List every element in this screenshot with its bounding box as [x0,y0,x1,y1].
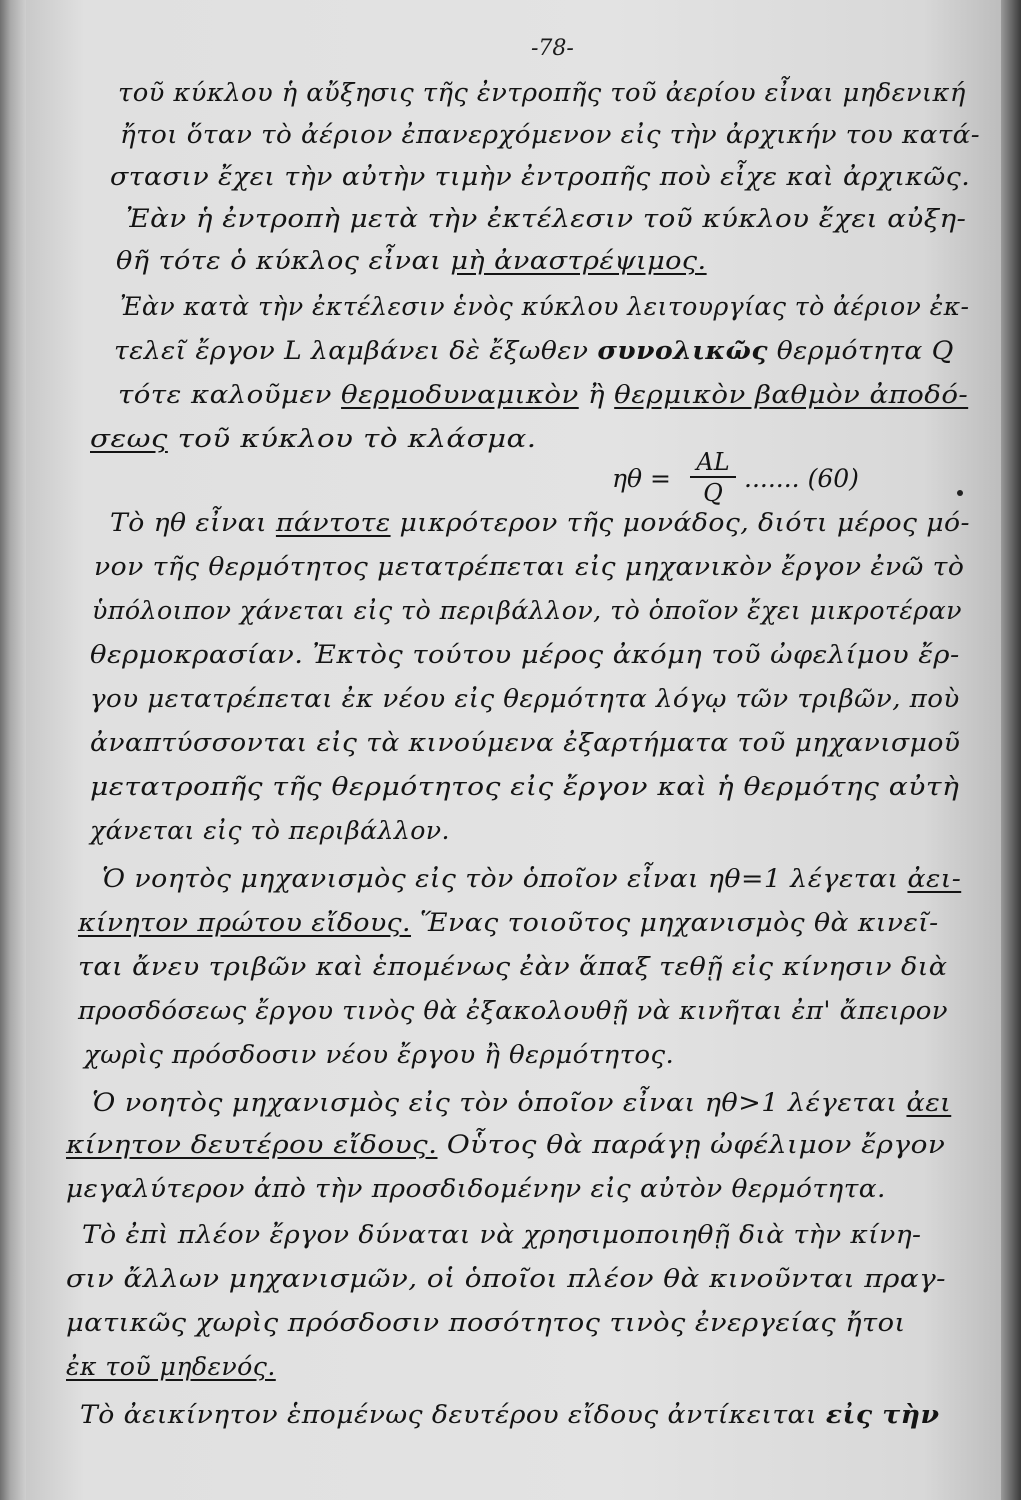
text-line [94,552,964,581]
text-line [66,1308,906,1337]
text-line [110,162,970,191]
text-line [120,120,980,149]
text-segment: ἀει [906,1088,952,1117]
efficiency-formula [612,448,912,512]
text-segment: θερμικὸν βαθμὸν ἀποδό- [614,380,969,409]
text-segment: Ὁ νοητὸς μηχανισμὸς εἰς τὸν ὁποῖον εἶναι ηθ>1 λέγεται [92,1088,907,1117]
text-segment: τοῦ κύκλου τὸ κλάσμα. [167,424,537,453]
text-line [90,772,959,801]
text-segment: προσδόσεως ἔργου τινὸς θὰ ἐξακολουθῇ νὰ κινῆται ἐπ' ἄπειρον [78,996,948,1025]
text-segment: συνολικῶς [597,336,768,365]
text-segment: μικρότερον τῆς μονάδος, διότι μέρος μό- [390,508,970,537]
text-line [78,908,939,937]
page-number: -78- [531,36,574,61]
text-segment: ἀει- [907,864,962,893]
text-line [102,864,961,893]
text-segment: ται ἄνευ τριβῶν καὶ ἑπομένως ἐὰν ἅπαξ τεθῇ εἰς κίνησιν διὰ [78,952,948,981]
text-segment: θερμοδυναμικὸν [341,380,579,409]
equation-reference: ....... (60) [744,464,859,493]
text-line [66,1264,946,1293]
text-segment: Τὸ ηθ εἶναι [110,508,276,537]
text-line [90,728,960,757]
text-segment: θῆ τότε ὁ κύκλος εἶναι [116,246,451,275]
text-line [92,1088,951,1117]
text-segment: εἰς τὴν [825,1400,940,1429]
text-segment: τότε καλοῦμεν [118,380,342,409]
text-segment: τελεῖ ἔργον L λαμβάνει δὲ ἔξωθεν [114,336,598,365]
text-line [126,204,966,233]
text-segment: Ἐὰν κατὰ τὴν ἐκτέλεσιν ἑνὸς κύκλου λειτουργίας τὸ ἀέριον ἐκ- [120,292,970,321]
formula-lhs: ηθ = [612,464,671,493]
text-line [82,1220,921,1249]
text-line [84,1040,674,1069]
text-line [90,424,537,453]
text-line [110,508,970,537]
page-binding-edge [0,0,26,1500]
page-shadow-edge [1001,0,1021,1500]
text-line [90,684,960,713]
text-line [66,1130,945,1159]
text-segment: Τὸ ἀεικίνητον ἑπομένως δευτέρου εἴδους ἀντίκειται [80,1400,826,1429]
text-segment: Ἕνας τοιοῦτος μηχανισμὸς θὰ κινεῖ- [411,908,939,937]
formula-fraction [690,448,736,508]
text-segment: μετατροπῆς τῆς θερμότητος εἰς ἔργον καὶ ἡ θερμότης αὐτὴ [90,772,960,801]
text-line [90,816,450,845]
text-segment: ματικῶς χωρὶς πρόσδοσιν ποσότητος τινὸς ἐνεργείας ἤτοι [66,1308,906,1337]
text-segment: κίνητον πρώτου εἴδους. [78,908,412,937]
formula-denominator: Q [703,479,723,507]
text-segment: Οὗτος θὰ παράγῃ ὠφέλιμον ἔργον [437,1130,946,1159]
text-line [80,1400,939,1429]
text-segment: στασιν ἔχει τὴν αὐτὴν τιμὴν ἐντροπῆς ποὺ εἶχε καὶ ἀρχικῶς. [110,162,971,191]
text-line [78,996,948,1025]
text-segment: μὴ ἀναστρέψιμος. [450,246,707,275]
text-line [90,640,960,669]
text-segment: πάντοτε [275,508,391,537]
text-segment: Τὸ ἐπὶ πλέον ἔργον δύναται νὰ χρησιμοποιηθῇ διὰ τὴν κίνη- [82,1220,922,1249]
text-line [118,78,966,107]
text-segment: ἐκ τοῦ μηδενός. [66,1352,276,1381]
text-segment: σιν ἄλλων μηχανισμῶν, οἱ ὁποῖοι πλέον θὰ κινοῦνται πραγ- [66,1264,947,1293]
text-line [120,292,969,321]
text-line [116,246,707,275]
text-segment: θερμοκρασίαν. Ἐκτὸς τούτου μέρος ἀκόμη τοῦ ὠφελίμου ἔρ- [90,640,960,669]
text-segment: γου μετατρέπεται ἐκ νέου εἰς θερμότητα λόγῳ τῶν τριβῶν, ποὺ [90,684,960,713]
ink-dot-mark [957,490,963,496]
paper-sheet [26,0,1001,1500]
text-segment: θερμότητα Q [767,336,954,365]
text-line [66,1352,276,1381]
text-line [118,380,968,409]
text-segment: ὑπόλοιπον χάνεται εἰς τὸ περιβάλλον, τὸ ὁποῖον ἔχει μικροτέραν [92,596,962,625]
text-line [92,596,962,625]
text-segment: Ἐὰν ἡ ἐντροπὴ μετὰ τὴν ἐκτέλεσιν τοῦ κύκλου ἔχει αὐξη- [126,204,967,233]
text-segment: χάνεται εἰς τὸ περιβάλλον. [90,816,450,845]
text-line [78,952,948,981]
text-segment: ἀναπτύσσονται εἰς τὰ κινούμενα ἐξαρτήματα τοῦ μηχανισμοῦ [90,728,961,757]
text-segment: τοῦ κύκλου ἡ αὔξησις τῆς ἐντροπῆς τοῦ ἀερίου εἶναι μηδενική [118,78,966,107]
text-segment: Ὁ νοητὸς μηχανισμὸς εἰς τὸν ὁποῖον εἶναι ηθ=1 λέγεται [102,864,908,893]
text-line [66,1174,886,1203]
text-segment: χωρὶς πρόσδοσιν νέου ἔργου ἢ θερμότητος. [84,1040,675,1069]
text-line [114,336,954,365]
text-segment: νον τῆς θερμότητος μετατρέπεται εἰς μηχανικὸν ἔργον ἐνῶ τὸ [94,552,965,581]
text-segment: ἢ [578,380,615,409]
formula-numerator: AL [690,448,736,478]
text-segment: μεγαλύτερον ἀπὸ τὴν προσδιδομένην εἰς αὐτὸν θερμότητα. [66,1174,886,1203]
text-segment: ἤτοι ὅταν τὸ ἀέριον ἐπανερχόμενον εἰς τὴν ἀρχικήν του κατά- [120,120,981,149]
text-segment: σεως [90,424,168,453]
text-segment: κίνητον δευτέρου εἴδους. [66,1130,438,1159]
